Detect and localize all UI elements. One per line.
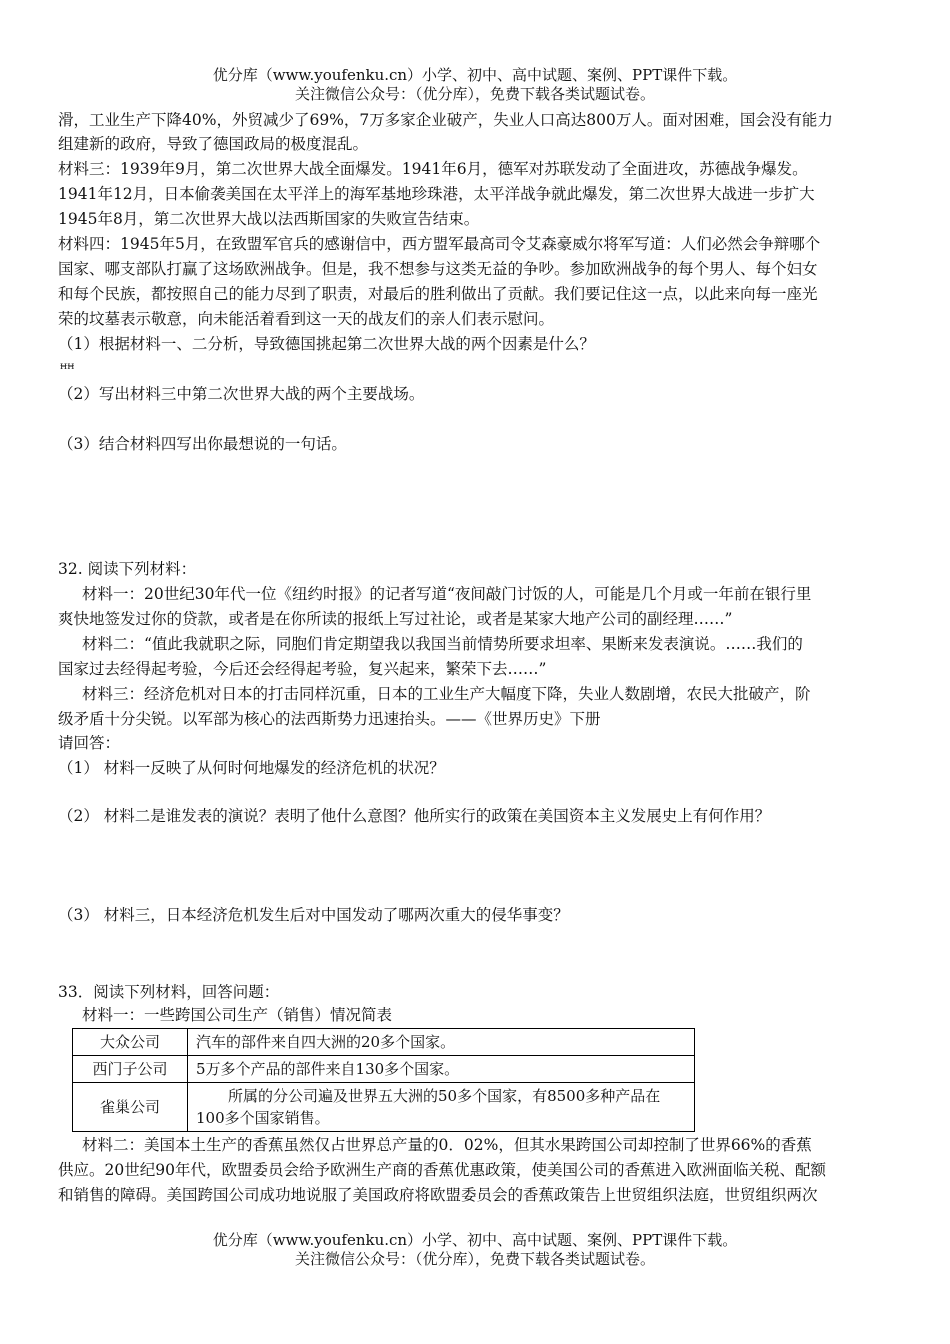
- q32-sub-question-3: （3） 材料三，日本经济危机发生后对中国发动了哪两次重大的侵华事变？: [58, 906, 569, 924]
- table-cell-company: 西门子公司: [73, 1056, 188, 1083]
- header-line-2: 关注微信公众号：（优分库），免费下载各类试题试卷。: [294, 85, 655, 103]
- q32-line: 材料一：20世纪30年代一位《纽约时报》的记者写道“夜间敲门讨饭的人，可能是几个月或一年前在银行里: [82, 585, 812, 603]
- q31-line: 国家、哪支部队打赢了这场欧洲战争。但是，我不想参与这类无益的争吵。参加欧洲战争的每个男人、每个妇女: [58, 260, 818, 278]
- table-cell-company: 大众公司: [73, 1029, 188, 1056]
- q33-line: 材料二：美国本土生产的香蕉虽然仅占世界总产量的0．02%，但其水果跨国公司却控制了世界66%的香蕉: [82, 1136, 812, 1154]
- q31-line: 材料三：1939年9月，第二次世界大战全面爆发。1941年6月，德军对苏联发动了全面进攻，苏德战争爆发。: [58, 160, 808, 178]
- q32-line: 材料二：“值此我就职之际，同胞们肯定期望我以我国当前情势所要求坦率、果断来发表演说。……我们的: [82, 635, 803, 653]
- q32-line: 请回答：: [58, 734, 121, 752]
- q32-title: 32. 阅读下列材料：: [58, 560, 197, 578]
- q33-line: 供应。20世纪90年代，欧盟委员会给予欧洲生产商的香蕉优惠政策，使美国公司的香蕉进入欧洲面临关税、配额: [58, 1161, 826, 1179]
- q32-line: 爽快地签发过你的贷款，或者是在你所读的报纸上写过社论，或者是某家大地产公司的副经理……”: [58, 610, 733, 628]
- table-row: [73, 1056, 695, 1083]
- q31-line: 和每个民族，都按照自己的能力尽到了职责，对最后的胜利做出了贡献。我们要记住这一点，以此来向每一座光: [58, 285, 818, 303]
- table-row: [73, 1029, 695, 1056]
- q33-line: 和销售的障碍。美国跨国公司成功地说服了美国政府将欧盟委员会的香蕉政策告上世贸组织法庭，世贸组织两次: [58, 1186, 818, 1204]
- q32-line: 材料三：经济危机对日本的打击同样沉重，日本的工业生产大幅度下降，失业人数剧增，农民大批破产，阶: [82, 685, 811, 703]
- footer-line-1: 优分库（www.youfenku.cn）小学、初中、高中试题、案例、PPT课件下载。: [212, 1231, 738, 1249]
- q33-material1-title: 材料一：一些跨国公司生产（销售）情况简表: [82, 1006, 393, 1024]
- table-row: [73, 1083, 695, 1132]
- q31-line: 滑，工业生产下降40%，外贸减少了69%，7万多家企业破产，失业人口高达800万人。面对困难，国会没有能力: [58, 111, 833, 129]
- q32-line: 级矛盾十分尖锐。以军部为核心的法西斯势力迅速抬头。——《世界历史》下册: [58, 710, 601, 728]
- q32-sub-question-1: （1） 材料一反映了从何时何地爆发的经济危机的状况？: [58, 759, 445, 777]
- table-cell-desc: 5万多个产品的部件来自130多个国家。: [188, 1056, 695, 1083]
- table-cell-desc: 汽车的部件来自四大洲的20多个国家。: [188, 1029, 695, 1056]
- q31-line: 1945年8月，第二次世界大战以法西斯国家的失败宣告结束。: [58, 210, 480, 228]
- ornament-symbol: ꟸ ꟸ: [60, 362, 73, 377]
- q31-line: 荣的坟墓表示敬意，向未能活着看到这一天的战友们的亲人们表示慰问。: [58, 310, 555, 328]
- q33-title: 33．阅读下列材料，回答问题：: [58, 983, 280, 1001]
- q32-line: 国家过去经得起考验，今后还会经得起考验，复兴起来，繁荣下去……”: [58, 660, 547, 678]
- footer-line-2: 关注微信公众号：（优分库），免费下载各类试题试卷。: [294, 1250, 655, 1268]
- q31-sub-question-3: （3）结合材料四写出你最想说的一句话。: [58, 435, 347, 453]
- header-line-1: 优分库（www.youfenku.cn）小学、初中、高中试题、案例、PPT课件下载。: [212, 66, 738, 84]
- company-table: [72, 1028, 695, 1132]
- table-cell-desc: 所属的分公司遍及世界五大洲的50多个国家，有8500多种产品在100多个国家销售。: [188, 1083, 695, 1132]
- q31-sub-question-2: （2）写出材料三中第二次世界大战的两个主要战场。: [58, 385, 425, 403]
- q31-sub-question-1: （1）根据材料一、二分析，导致德国挑起第二次世界大战的两个因素是什么？: [58, 335, 595, 353]
- q31-line: 材料四：1945年5月，在致盟军官兵的感谢信中，西方盟军最高司令艾森豪威尔将军写道：人们必然会争辩哪个: [58, 235, 821, 253]
- q31-line: 1941年12月，日本偷袭美国在太平洋上的海军基地珍珠港，太平洋战争就此爆发，第二次世界大战进一步扩大: [58, 185, 815, 203]
- q31-line: 组建新的政府，导致了德国政局的极度混乱。: [58, 135, 369, 153]
- table-cell-company: 雀巢公司: [73, 1083, 188, 1132]
- q32-sub-question-2: （2） 材料二是谁发表的演说？表明了他什么意图？他所实行的政策在美国资本主义发展史上有何作用？: [58, 807, 771, 825]
